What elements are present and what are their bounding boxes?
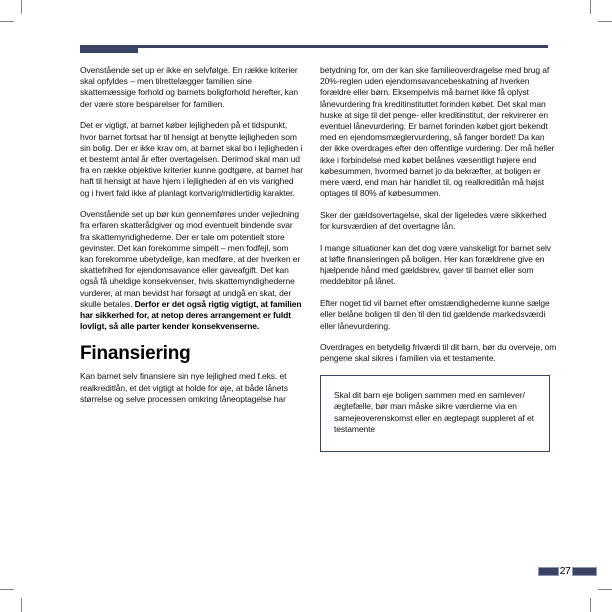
paragraph: Kan barnet selv finansiere sin nye lejlighed med f.eks. et realkreditlån, et det vigtigt at holde for øje, at både lånets størrelse og selve processen omkring låneoptagelse har xyxy=(80,371,288,404)
crop-mark-bottom-left-vertical xyxy=(21,598,22,612)
crop-mark-bottom-right-vertical xyxy=(590,598,591,612)
paragraph-text: Ovenstående set up bør kun gennemføres under vejledning fra erfaren skatterådgiver og mod eventuelt bindende svar fra skattemyndighederne. Der er tale om potentielt store gevinster. Det kan forekomme simpelt – men fodfejl, som kan forekomme ubetydelige, kan medføre, at der hverken er skattefrihed for ejendomsavance eller gaveafgift. Det kan også få uheldige konsekvenser, hvis skattemyndighederne vurderer, at man bevidst har forsøgt at undgå en skat, der skulle betales. xyxy=(80,209,301,309)
paragraph: Efter noget tid vil barnet efter omstændighederne kunne sælge eller belåne boligen til den til den tid gældende markedsværdi eller lånevurdering. xyxy=(320,298,550,331)
footer-bar-right xyxy=(572,567,597,576)
section-heading: Finansiering xyxy=(80,343,191,365)
crop-mark-top-right-horizontal xyxy=(598,21,612,22)
paragraph: Det er vigtigt, at barnet køber lejligheden på et tidspunkt, hvor barnet fortsat har til hensigt at benytte lejligheden som sin bolig. Der er ikke krav om, at barnet skal bo i lejligheden i et bestemt antal år efter overtagelsen. Derimod skal man ud fra en række objektive kriterier kunne godtgøre, at barnet har haft til hensigt at have hjem i lejligheden af en vis varighed og i hvert fald ikke af planlagt kortvarig/midlertidig karakter. xyxy=(80,120,303,198)
crop-mark-top-left-horizontal xyxy=(0,21,14,22)
crop-mark-top-right-vertical xyxy=(590,0,591,14)
top-rule-thick-segment xyxy=(80,45,138,53)
crop-mark-top-left-vertical xyxy=(21,0,22,14)
paragraph xyxy=(80,209,304,332)
right-column xyxy=(320,65,558,452)
left-column xyxy=(80,65,304,416)
top-rule-thin-segment xyxy=(138,45,548,48)
paragraph: I mange situationer kan det dog være vanskeligt for barnet selv at løfte finansieringen på boligen. Her kan forældrene give en hjælpende hånd med gældsbrev, gaver til barnet eller som meddebitor på lånet. xyxy=(320,242,551,287)
page-number: 27 xyxy=(559,565,571,577)
paragraph-bold-text: Derfor er det også rigtig vigtigt, at familien har sikkerhed for, at netop deres arrangement er fuldt lovligt, så alle parter kender konsekvenserne. xyxy=(80,298,302,332)
footer-bar-left xyxy=(538,567,559,576)
info-box xyxy=(320,375,550,452)
crop-mark-bottom-left-horizontal xyxy=(0,589,14,590)
paragraph: betydning for, om der kan ske familieoverdragelse med brug af 20%-reglen uden ejendomsavancebeskatning af hverken forældre eller børn. Eksempelvis må barnet ikke få oplyst lånevurdering fra kreditinstituttet forinden købet. Det skal man huske at sige til det penge- eller kreditinstitut, der rekvirerer en eventuel lånevurdering. Er barnet forinden købet gjort bekendt med en ejendomsmæglervurdering, så fanger bordet! Da kan der ikke overdrages efter den offentlige vurdering. Der må heller ikke i forbindelse med købet belånes væsentligt højere end købesummen, hvormed barnet jo da bekræfter, at boligen er mere værd, end man har handlet til, og realkreditlån må højst optages til 80% af købesummen. xyxy=(320,65,555,199)
paragraph: Overdrages en betydelig friværdi til dit barn, bør du overveje, om pengene skal sikres i familien via et testamente. xyxy=(320,342,557,364)
paragraph: Sker der gældsovertagelse, skal der ligeledes være sikkerhed for kursværdien af det overtagne lån. xyxy=(320,209,547,232)
info-box-text: Skal dit barn eje boligen sammen med en samlever/ægtefælle, bør man måske sikre værdierne via en samejeoverenskomst eller en ægtepagt suppleret af et testamente xyxy=(334,390,534,434)
paragraph: Ovenstående set up er ikke en selvfølge. En række kriterier skal opfyldes – men tilrettelægger familien sine skattemæssige forhold og barnets boligforhold herefter, kan der være store besparelser for familien. xyxy=(80,65,299,109)
crop-mark-bottom-right-horizontal xyxy=(598,589,612,590)
